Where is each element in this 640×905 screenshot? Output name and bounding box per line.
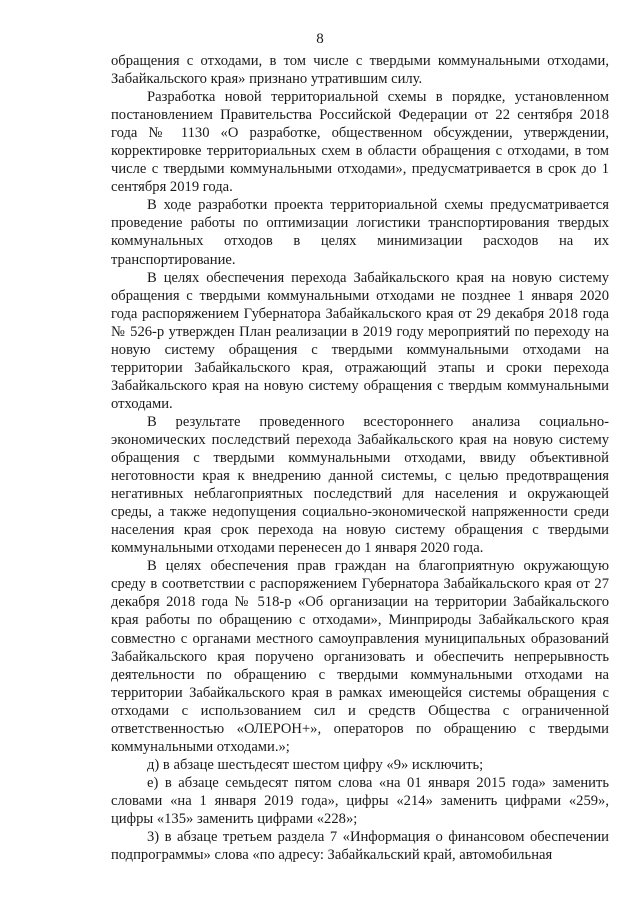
paragraph-1: обращения с отходами, в том числе с твердыми коммунальными отходами, Забайкальского края» признано утратившим силу. (111, 53, 609, 88)
paragraph-6: В целях обеспечения прав граждан на благоприятную окружающую среду в соответствии с распоряжением Губернатора Забайкальского края от 27 декабря 2018 года № 518-р «Об организации на территории Забайкальского края работы по обращению с отходами», Минприроды Забайкальского края совместно с органами местного самоуправления муниципальных образований Забайкальского края поручено организовать и обеспечить непрерывность деятельности по обращению с твердыми коммунальными отходами на территории Забайкальского края в рамках имеющейся системы обращения с отходами с использованием сил и средств Общества с ограниченной ответственностью «ОЛЕРОН+», операторов по обращению с твердыми коммунальными отходами.»; (111, 558, 609, 755)
paragraph-2: Разработка новой территориальной схемы в порядке, установленном постановлением Правительства Российской Федерации от 22 сентября 2018 года № 1130 «О разработке, общественном обсуждении, утверждении, корректировке территориальных схем в области обращения с отходами, в том числе с твердыми коммунальными отходами», предусматривается в срок до 1 сентября 2019 года. (111, 89, 609, 196)
document-body (111, 52, 609, 864)
paragraph-9: 3) в абзаце третьем раздела 7 «Информация о финансовом обеспечении подпрограммы» слова «по адресу: Забайкальский край, автомобильная (111, 829, 609, 864)
paragraph-5: В результате проведенного всестороннего анализа социально-экономических последствий перехода Забайкальского края на новую систему обращения с твердыми коммунальными отходами, ввиду объективной неготовности края к внедрению данной системы, с целью предотвращения негативных неблагоприятных последствий для населения и окружающей среды, а также недопущения социально-экономической напряженности среди населения края срок перехода на новую систему обращения с твердыми коммунальными отходами перенесен до 1 января 2020 года. (111, 413, 609, 557)
paragraph-8: е) в абзаце семьдесят пятом слова «на 01 января 2015 года» заменить словами «на 1 января 2019 года», цифры «214» заменить цифрами «259», цифры «135» заменить цифрами «228»; (111, 774, 609, 827)
paragraph-3: В ходе разработки проекта территориальной схемы предусматривается проведение работы по оптимизации логистики транспортирования твердых коммунальных отходов в целях минимизации расходов на их транспортирование. (111, 197, 609, 268)
paragraph-4: В целях обеспечения перехода Забайкальского края на новую систему обращения с твердыми коммунальными отходами не позднее 1 января 2020 года распоряжением Губернатора Забайкальского края от 29 декабря 2018 года № 526-р утвержден План реализации в 2019 году мероприятий по переходу на новую систему обращения с твердыми коммунальными отходами на территории Забайкальского края, отражающий этапы и сроки перехода Забайкальского края на новую систему обращения с твердым коммунальными отходами. (111, 269, 609, 412)
paragraph-7: д) в абзаце шестьдесят шестом цифру «9» исключить; (147, 756, 484, 773)
page-number: 8 (316, 31, 324, 47)
